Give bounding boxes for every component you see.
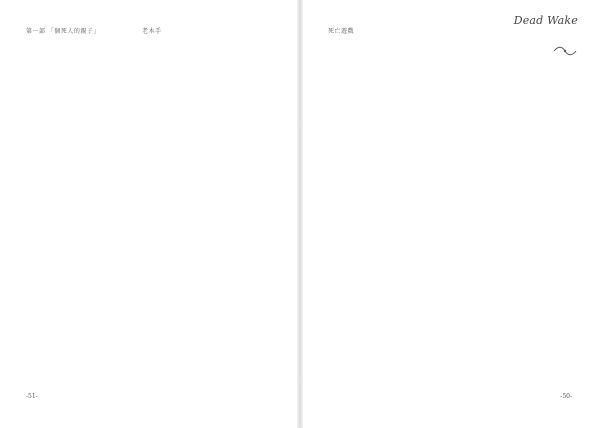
left-body-text xyxy=(24,48,274,400)
right-page xyxy=(300,0,600,428)
dead-wake-logo: Dead Wake xyxy=(513,14,578,27)
left-page-number: -51- xyxy=(26,393,38,400)
section-running-head: 死亡遊戲 xyxy=(328,28,355,35)
author-running-head: 老木手 xyxy=(142,28,162,35)
chapter-running-head: 第一部 「個死人的親子」 xyxy=(26,28,100,35)
right-page-number: -50- xyxy=(560,393,572,400)
right-body-text xyxy=(326,48,576,400)
